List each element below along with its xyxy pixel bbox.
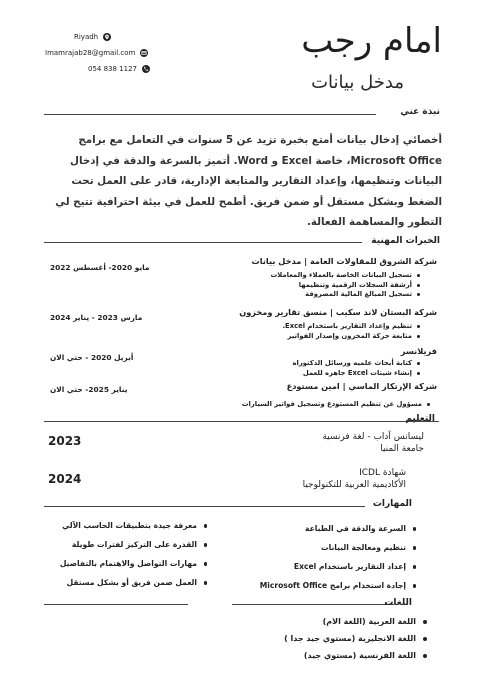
languages-divider-right: [232, 604, 394, 605]
degree-name: ليسانس آداب - لغة فرنسية: [322, 432, 424, 442]
location-text: Riyadh: [74, 33, 99, 41]
list-item: متابعة حركة المخزون وإصدار الفواتير: [282, 332, 422, 342]
email-text[interactable]: Imamrajab28@gmail.com: [45, 49, 136, 57]
list-item: مهارات التواصل والاهتمام بالتفاصيل: [60, 554, 209, 573]
phone-text[interactable]: 054 838 1127: [88, 65, 137, 73]
education-title: التعليم: [405, 414, 435, 424]
job-date: مايو 2020- أغسطس 2022: [50, 263, 150, 272]
about-text: أخصائي إدخال بيانات أمتع بخبرة تزيد عن 5 سنوات في التعامل مع برامج Microsoft Office، خاصة Excel و Word. أتميز بالسرعة والدقة في إدخال البيانات وتنظيمها، وإعداد التقارير والمتابعة الإدارية، قادر على العمل تحت الضغط وبشكل مستقل أو ضمن فريق. أطمح للعمل في بيئة احترافية تتيح لي التطور والمساهمة الفعالة.: [55, 134, 442, 228]
education-year: 2024: [48, 472, 82, 486]
contact-phone[interactable]: [88, 65, 150, 73]
phone-icon: [142, 65, 150, 73]
contact-email[interactable]: [45, 49, 148, 57]
skills-divider: [44, 506, 365, 507]
list-item: إعداد التقارير باستخدام Excel: [260, 557, 418, 576]
list-item: اللغة العربية (اللغة الام): [284, 613, 430, 630]
languages-title: اللغات: [384, 598, 412, 608]
education-year: 2023: [48, 434, 82, 448]
job-bullets: [293, 359, 423, 378]
list-item: تسجيل البيانات الخاصة بالعملاء والمعاملات: [270, 271, 422, 281]
list-item: إجادة استخدام برامج Microsoft Office: [260, 576, 418, 595]
list-item: أرشفة السجلات الرقمية وتنظيمها: [270, 281, 422, 291]
list-item: تسجيل المبالغ المالية المصروفة: [270, 290, 422, 300]
list-item: إنشاء شيتات Excel جاهزه للعمل: [293, 369, 423, 379]
job-date: يناير 2025- حتي الان: [50, 385, 128, 394]
job-bullets: [242, 400, 432, 410]
list-item: كتابة أبحاث علميه ورسائل الدكتوراه: [293, 359, 423, 369]
list-item: العمل ضمن فريق أو بشكل مستقل: [60, 573, 209, 592]
list-item: اللغة الانجليزية (مستوي جيد جدا ): [284, 630, 430, 647]
candidate-name: امام رجب: [301, 21, 442, 61]
contact-location: [74, 33, 111, 41]
list-item: مسؤول عن تنظيم المستودع وتسجيل فواتير السيارات: [242, 400, 432, 410]
experience-title: الخبرات المهنية: [371, 236, 440, 246]
institution-name: الأكاديمية العربية للتكنولوجيا: [302, 480, 406, 490]
list-item: معرفة جيدة بتطبيقات الحاسب الآلي: [60, 516, 209, 535]
about-title: نبذة عني: [400, 107, 440, 117]
email-icon: [140, 49, 148, 57]
institution-name: جامعة المنيا: [380, 444, 424, 454]
job-bullets: [270, 271, 422, 300]
list-item: تنظيم ومعالجة البيانات: [260, 538, 418, 557]
job-date: مارس 2023 - يناير 2024: [50, 313, 143, 322]
list-item: تنظيم وإعداد التقارير باستخدام Excel.: [282, 322, 422, 332]
job-title: فريلانسر: [400, 346, 437, 356]
degree-name: شهادة ICDL: [359, 468, 406, 478]
education-divider: [44, 421, 439, 422]
job-role: مدخل بيانات: [311, 72, 404, 93]
education-degree: [322, 431, 424, 455]
job-title: شركة الإرتكاز الماسي | امين مستودع: [286, 381, 437, 391]
header-divider: [44, 114, 376, 115]
languages-divider-left: [44, 604, 188, 605]
education-degree: [303, 467, 406, 491]
languages-list: [284, 613, 430, 664]
list-item: اللغة الفرنسية (مستوي جيد): [284, 647, 430, 664]
job-date: أبريل 2020 - حتي الان: [50, 353, 134, 362]
experience-divider: [44, 242, 362, 243]
list-item: السرعة والدقة في الطباعة: [260, 519, 418, 538]
location-pin-icon: [103, 33, 111, 41]
skills-list-left: [60, 516, 209, 592]
job-title: شركة الشروق للمقاولات العامة | مدخل بيانات: [251, 256, 437, 266]
job-bullets: [282, 322, 422, 341]
job-title: شركة البستان لاند سكيب | منسق تقارير ومخزون: [239, 307, 437, 317]
skills-list-right: [260, 519, 418, 595]
list-item: القدرة على التركيز لفترات طويلة: [60, 535, 209, 554]
skills-title: المهارات: [372, 499, 412, 509]
